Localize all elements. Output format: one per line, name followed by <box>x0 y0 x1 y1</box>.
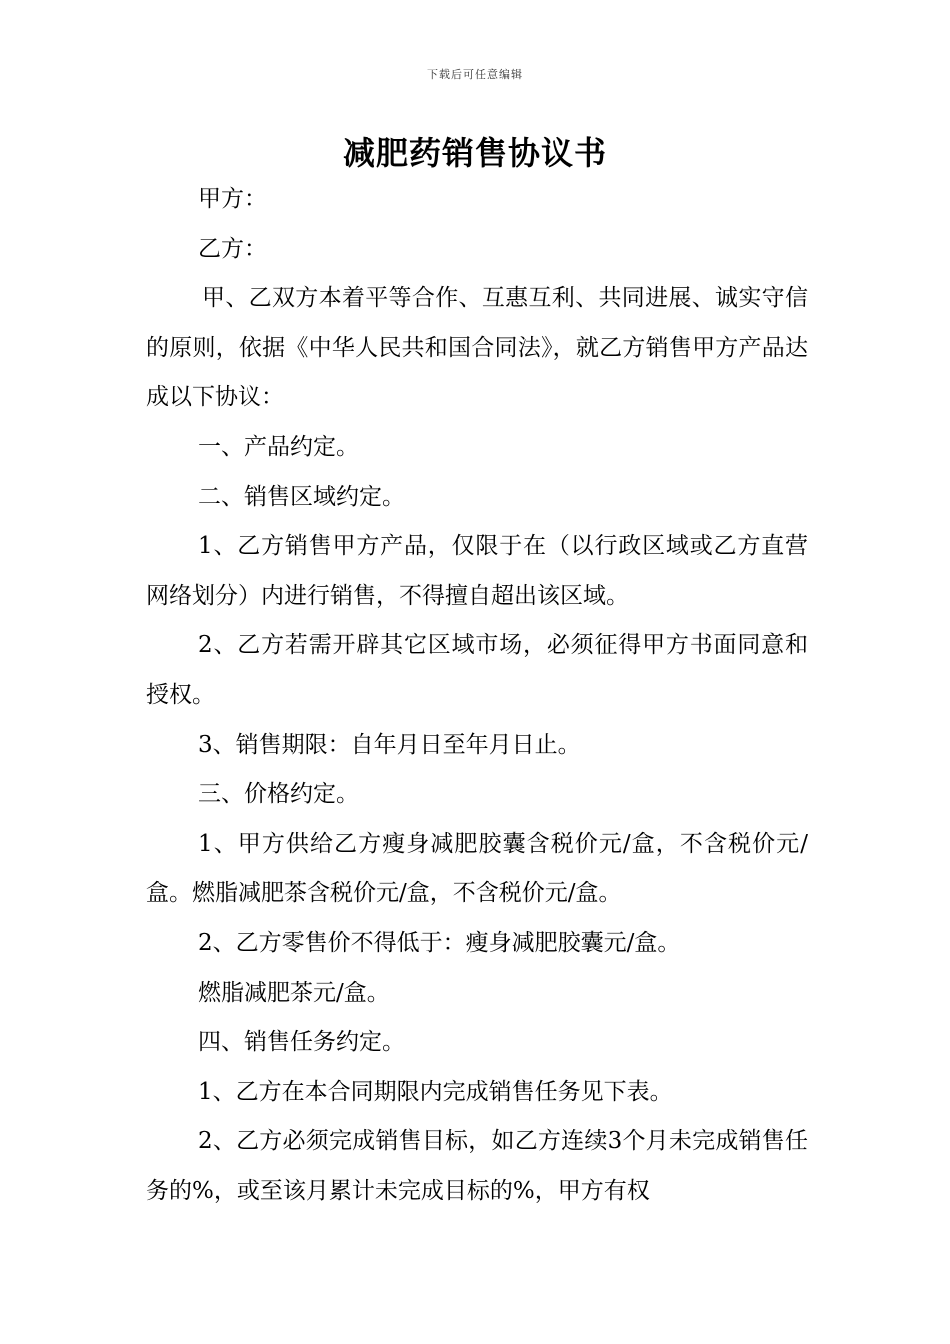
header-note: 下载后可任意编辑 <box>427 68 523 81</box>
section-heading-price: 三、价格约定。 <box>198 781 359 808</box>
clause-task-1: 1、乙方在本合同期限内完成销售任务见下表。 <box>198 1078 673 1105</box>
clause-task-2: 2、乙方必须完成销售目标，如乙方连续3个月未完成销售任务的%，或至该月累计未完成目标的%，甲方有权 <box>146 1128 808 1204</box>
party-b-line: 乙方： <box>198 235 267 262</box>
document-body <box>146 175 808 1216</box>
section-heading-product: 一、产品约定。 <box>198 433 359 460</box>
clause-price-2-cont: 燃脂减肥茶元/盒。 <box>198 979 390 1006</box>
preamble-paragraph: 甲、乙双方本着平等合作、互惠互利、共同进展、诚实守信的原则，依据《中华人民共和国合同法》，就乙方销售甲方产品达成以下协议： <box>146 285 808 411</box>
clause-region-3: 3、销售期限：自年月日至年月日止。 <box>198 731 581 758</box>
clause-region-1: 1、乙方销售甲方产品，仅限于在（以行政区域或乙方直营网络划分）内进行销售，不得擅自超出该区域。 <box>146 533 808 609</box>
document-title: 减肥药销售协议书 <box>342 134 607 172</box>
clause-region-2: 2、乙方若需开辟其它区域市场，必须征得甲方书面同意和授权。 <box>146 632 808 708</box>
section-heading-sales-task: 四、销售任务约定。 <box>198 1029 405 1056</box>
party-a-line: 甲方： <box>198 186 267 212</box>
section-heading-region: 二、销售区域约定。 <box>198 483 405 510</box>
clause-price-2: 2、乙方零售价不得低于：瘦身减肥胶囊元/盒。 <box>198 929 681 956</box>
clause-price-1: 1、甲方供给乙方瘦身减肥胶囊含税价元/盒，不含税价元/盒。燃脂减肥茶含税价元/盒，不含税价元/盒。 <box>146 830 808 907</box>
